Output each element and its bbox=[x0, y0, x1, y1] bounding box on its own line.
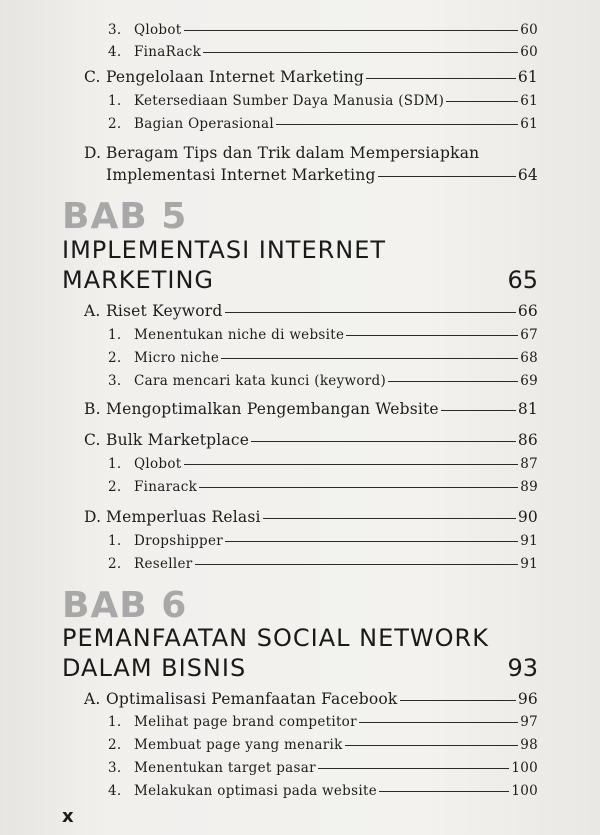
toc-entry[interactable]: 3. Cara mencari kata kunci (keyword) 69 bbox=[108, 373, 538, 389]
chapter-label: BAB 6 bbox=[62, 585, 188, 626]
leader-line bbox=[199, 487, 518, 488]
entry-label: Menentukan niche di website bbox=[134, 327, 345, 343]
section-page: 61 bbox=[517, 68, 538, 86]
toc-entry[interactable]: 2. Reseller 91 bbox=[108, 556, 538, 572]
entry-label: Melakukan optimasi pada website bbox=[134, 783, 377, 799]
entry-page: 68 bbox=[520, 350, 538, 366]
section-page: 66 bbox=[517, 302, 538, 320]
toc-entry[interactable]: 2. Finarack 89 bbox=[108, 479, 538, 495]
entry-label: Menentukan target pasar bbox=[134, 760, 316, 776]
leader-line bbox=[359, 722, 518, 723]
entry-label: Qlobot bbox=[134, 22, 182, 38]
entry-label: FinaRack bbox=[134, 44, 202, 60]
section-label: Beragam Tips dan Trik dalam Mempersiapkan bbox=[106, 144, 480, 162]
toc-entry[interactable]: 4. Melakukan optimasi pada website 100 bbox=[108, 783, 538, 799]
section-label: Memperluas Relasi bbox=[106, 508, 261, 526]
toc-entry[interactable]: 1. Menentukan niche di website 67 bbox=[108, 327, 538, 343]
leader-line bbox=[346, 335, 518, 336]
section-page: 90 bbox=[517, 508, 538, 526]
leader-line bbox=[345, 745, 519, 746]
leader-line bbox=[446, 101, 518, 102]
entry-page: 60 bbox=[520, 22, 538, 38]
section-label: Pengelolaan Internet Marketing bbox=[106, 68, 365, 86]
chapter-title-line1[interactable]: IMPLEMENTASI INTERNET bbox=[62, 236, 387, 264]
section-label: Riset Keyword bbox=[106, 302, 223, 320]
entry-page: 87 bbox=[520, 456, 538, 472]
toc-entry[interactable]: 3. Menentukan target pasar 100 bbox=[108, 760, 538, 776]
entry-page: 61 bbox=[520, 93, 538, 109]
entry-page: 61 bbox=[520, 116, 538, 132]
leader-line bbox=[225, 541, 518, 542]
chapter-title-line1[interactable]: PEMANFAATAN SOCIAL NETWORK bbox=[62, 624, 489, 652]
entry-label: Bagian Operasional bbox=[134, 116, 274, 132]
chapter-title-line2[interactable]: MARKETING bbox=[62, 266, 214, 294]
section-page: 96 bbox=[517, 690, 538, 708]
section-label: Implementasi Internet Marketing bbox=[106, 166, 376, 184]
section-label: Optimalisasi Pemanfaatan Facebook bbox=[106, 690, 398, 708]
toc-section-line2[interactable] bbox=[106, 166, 538, 184]
toc-section[interactable]: C. Bulk Marketplace 86 bbox=[84, 431, 538, 449]
leader-line bbox=[379, 791, 509, 792]
leader-line bbox=[263, 518, 516, 519]
toc-section-line1[interactable]: D. Beragam Tips dan Trik dalam Mempersiapkan bbox=[84, 144, 480, 162]
leader-line bbox=[276, 124, 518, 125]
section-page: 81 bbox=[517, 400, 538, 418]
entry-page: 97 bbox=[520, 714, 538, 730]
entry-page: 89 bbox=[520, 479, 538, 495]
entry-page: 69 bbox=[520, 373, 538, 389]
entry-page: 100 bbox=[511, 783, 538, 799]
toc-entry[interactable]: 4. FinaRack 60 bbox=[108, 44, 538, 60]
leader-line bbox=[366, 78, 516, 79]
entry-label: Membuat page yang menarik bbox=[134, 737, 343, 753]
chapter-page: 65 bbox=[507, 266, 538, 294]
toc-section[interactable]: A. Riset Keyword 66 bbox=[84, 302, 538, 320]
leader-line bbox=[221, 358, 518, 359]
leader-line bbox=[251, 441, 516, 442]
entry-page: 91 bbox=[520, 533, 538, 549]
toc-entry[interactable]: 3. Qlobot 60 bbox=[108, 22, 538, 38]
leader-line bbox=[184, 30, 519, 31]
entry-page: 100 bbox=[511, 760, 538, 776]
page-number: x bbox=[62, 806, 74, 827]
leader-line bbox=[388, 381, 518, 382]
entry-label: Melihat page brand competitor bbox=[134, 714, 357, 730]
entry-label: Dropshipper bbox=[134, 533, 224, 549]
toc-entry[interactable]: 1. Ketersediaan Sumber Daya Manusia (SDM) 61 bbox=[108, 93, 538, 109]
toc-entry[interactable]: 1. Dropshipper 91 bbox=[108, 533, 538, 549]
leader-line bbox=[400, 700, 516, 701]
toc-entry[interactable]: 1. Qlobot 87 bbox=[108, 456, 538, 472]
leader-line bbox=[318, 768, 510, 769]
entry-page: 98 bbox=[520, 737, 538, 753]
leader-line bbox=[203, 52, 518, 53]
section-label: Mengoptimalkan Pengembangan Website bbox=[106, 400, 439, 418]
toc-entry[interactable]: 2. Micro niche 68 bbox=[108, 350, 538, 366]
chapter-label: BAB 5 bbox=[62, 196, 188, 237]
leader-line bbox=[225, 312, 516, 313]
section-page: 86 bbox=[517, 431, 538, 449]
entry-label: Cara mencari kata kunci (keyword) bbox=[134, 373, 387, 389]
leader-line bbox=[378, 176, 516, 177]
entry-label: Finarack bbox=[134, 479, 198, 495]
leader-line bbox=[195, 564, 519, 565]
entry-label: Qlobot bbox=[134, 456, 182, 472]
toc-entry[interactable]: 1. Melihat page brand competitor 97 bbox=[108, 714, 538, 730]
entry-label: Micro niche bbox=[134, 350, 220, 366]
entry-page: 91 bbox=[520, 556, 538, 572]
section-page: 64 bbox=[517, 166, 538, 184]
leader-line bbox=[184, 464, 519, 465]
leader-line bbox=[441, 410, 516, 411]
toc-entry[interactable]: 2. Bagian Operasional 61 bbox=[108, 116, 538, 132]
entry-label: Ketersediaan Sumber Daya Manusia (SDM) bbox=[134, 93, 445, 109]
toc-entry[interactable]: 2. Membuat page yang menarik 98 bbox=[108, 737, 538, 753]
toc-section[interactable]: A. Optimalisasi Pemanfaatan Facebook 96 bbox=[84, 690, 538, 708]
toc-section[interactable]: B. Mengoptimalkan Pengembangan Website 81 bbox=[84, 400, 538, 418]
toc-section[interactable]: D. Memperluas Relasi 90 bbox=[84, 508, 538, 526]
entry-label: Reseller bbox=[134, 556, 193, 572]
section-label: Bulk Marketplace bbox=[106, 431, 250, 449]
entry-page: 60 bbox=[520, 44, 538, 60]
toc-section[interactable]: C. Pengelolaan Internet Marketing 61 bbox=[84, 68, 538, 86]
chapter-page: 93 bbox=[507, 654, 538, 682]
chapter-title-line2[interactable]: DALAM BISNIS bbox=[62, 654, 247, 682]
entry-page: 67 bbox=[520, 327, 538, 343]
